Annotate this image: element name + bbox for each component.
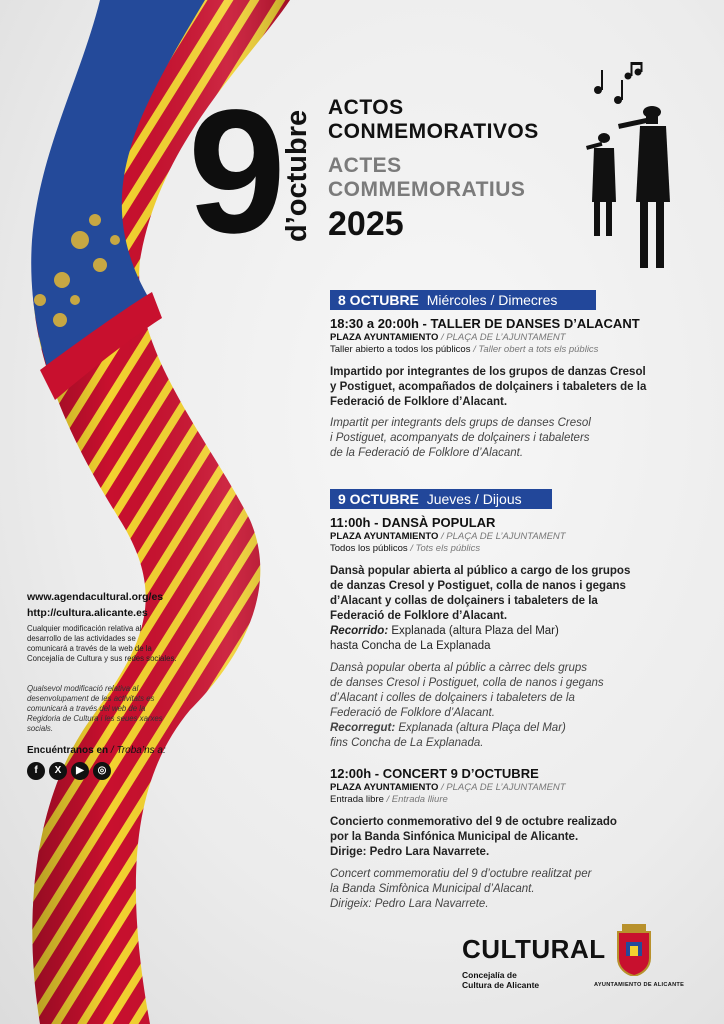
event-concert [330,766,700,912]
title-es-line1: ACTOS [328,96,404,119]
event-place: PLAZA AYUNTAMIENTO / PLAÇA DE L’AJUNTAMENT [330,332,566,343]
alicante-crest-icon [614,924,654,976]
website-links [27,589,163,621]
day-header-8-octubre [330,290,596,310]
event-place: PLAZA AYUNTAMIENTO / PLAÇA DE L’AJUNTAMENT [330,782,566,793]
website-link-agenda[interactable]: www.agendacultural.org/es [27,591,164,603]
octubre-vertical [281,109,313,242]
event-description-va: Concert commemoratiu del 9 d’octubre realitzat per la Banda Simfònica Municipal d’Alacant. Dirigeix: Pedro Lara Navarrete. [330,868,592,910]
big-nine: 9 [188,74,280,270]
event-access: Todos los públicos / Tots els públics [330,543,481,554]
notice-va: Qualsevol modificació relativa al desenvolupament de les activitats es comunicarà a través del web de la Regidoria de Cultura i les seues xarxes socials. [27,684,163,733]
route-label-es: Recorrido: [330,625,389,637]
title-valencian [328,154,525,202]
day2-date: 9 OCTUBRE [338,491,419,507]
title-va-line2: COMMEMORATIUS [328,178,526,201]
instagram-icon[interactable]: ◎ [93,762,111,780]
event-taller [330,316,700,461]
musicians-silhouette-icon [580,62,680,272]
day1-weekday: Miércoles / Dimecres [426,292,558,308]
title-va-line1: ACTES [328,154,402,177]
event-title: 12:00h - CONCERT 9 D’OCTUBRE [330,766,539,781]
social-icons [27,762,111,780]
event-description-es: Dansà popular abierta al público a cargo de los grupos de danzas Cresol y Postiguet, colla de nanos i gegans d’Alacant y collas de dolçainers i tabaleters de la Federació de Folklore d’Alacant. Recorrido: Explanada (altura Plaza del Mar) hasta Concha de La Explanada [330,565,631,652]
event-access: Taller abierto a todos los públicos / Taller obert a tots els públics [330,344,599,355]
x-icon[interactable]: X [49,762,67,780]
event-access: Entrada libre / Entrada lliure [330,794,448,805]
event-description-es: Concierto conmemorativo del 9 de octubre realizado por la Banda Sinfónica Municipal de Alicante. Dirige: Pedro Lara Navarrete. [330,816,617,858]
event-description-es: Impartido por integrantes de los grupos de danzas Cresol y Postiguet, acompañados de dolçainers i tabaleters de la Federació de Folklore d’Alacant. [330,366,647,408]
title-spanish [328,96,539,144]
event-description-va: Dansà popular oberta al públic a càrrec dels grups de danses Cresol i Postiguet, colla de nanos i gegans d’Alacant i colles de dolçainers i tabaleters de la Federació de Folklore d’Alacant. Recorregut: Explanada (altura Plaça del Mar) fins Concha de La Explanada. [330,662,604,749]
octubre-text: d’octubre [281,109,313,242]
day2-weekday: Jueves / Dijous [426,491,522,507]
event-dansa [330,515,700,751]
ayuntamiento-label: AYUNTAMIENTO DE ALICANTE [594,982,685,988]
title-es-line2: CONMEMORATIVOS [328,120,539,143]
day-header-9-octubre [330,489,552,509]
cultura-logo-subtitle: Concejalía de Cultura de Alicante [462,970,540,990]
facebook-icon[interactable]: f [27,762,45,780]
event-title: 18:30 a 20:00h - TALLER DE DANSES D’ALACANT [330,316,640,331]
notice-es: Cualquier modificación relativa al desarrollo de las actividades se comunicará a través de la web de la Concejalía de Cultura y sus redes sociales. [27,624,177,663]
website-link-cultura[interactable]: http://cultura.alicante.es [27,607,148,619]
cultura-logo: CULTURAL [462,934,606,964]
find-us-label: Encuéntranos en / Troba’ns a: [27,745,166,756]
year: 2025 [328,205,404,243]
event-place: PLAZA AYUNTAMIENTO / PLAÇA DE L’AJUNTAMENT [330,531,566,542]
event-title: 11:00h - DANSÀ POPULAR [330,515,496,530]
youtube-icon[interactable]: ▶ [71,762,89,780]
event-description-va: Impartit per integrants dels grups de danses Cresol i Postiguet, acompanyats de dolçainers i tabaleters de la Federació de Folklore d’Alacant. [330,417,591,459]
route-label-va: Recorregut: [330,722,396,734]
day1-date: 8 OCTUBRE [338,292,419,308]
